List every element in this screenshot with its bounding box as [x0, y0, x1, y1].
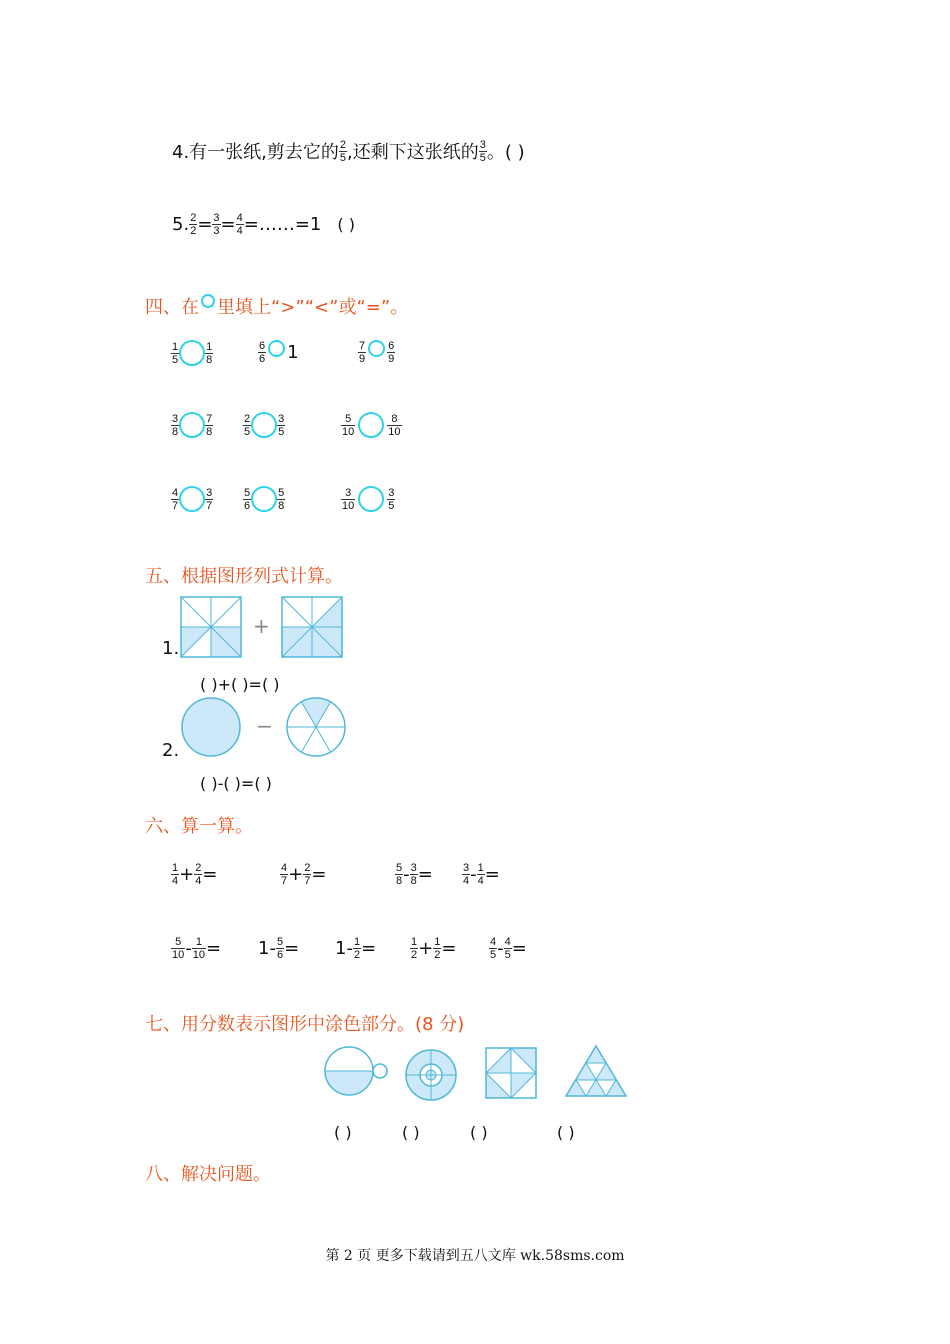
q4-fraction-1: $\frac{2}{5}$ [339, 138, 347, 164]
calc-item: $\frac{4}{5}$ - $\frac{4}{5}$ = [490, 936, 527, 961]
compare-item: $\frac{7}{9}$ $\frac{6}{9}$ [359, 340, 395, 365]
q5-fraction-1: $\frac{2}{2}$ [190, 212, 197, 237]
answer-paren[interactable]: ( ) [402, 1123, 420, 1142]
answer-paren[interactable]: ( ) [470, 1123, 488, 1142]
q5-fraction-2: $\frac{3}{3}$ [213, 212, 220, 237]
q4-mid: ,还剩下这张纸的 [347, 142, 479, 163]
square-shape-2 [281, 596, 343, 658]
compare-item: $\frac{6}{6}$ 1 [259, 340, 299, 365]
triangle-shape [564, 1044, 628, 1098]
compare-circle[interactable] [358, 486, 384, 512]
q5-tail: =……=1 [243, 214, 322, 235]
minus-sign: − [256, 714, 273, 738]
compare-circle[interactable] [251, 486, 277, 512]
item-number-1: 1. [162, 638, 180, 659]
compare-item: $\frac{5}{10}$ $\frac{8}{10}$ [342, 412, 401, 438]
section-4-title [145, 293, 408, 319]
sector-circle-shape [285, 696, 347, 758]
q4-prefix: 4.有一张纸,剪去它的 [172, 142, 339, 163]
plus-sign: + [253, 614, 270, 638]
compare-circle[interactable] [179, 340, 205, 366]
section-8-title: 八、解决问题。 [145, 1164, 271, 1185]
compare-value: 1 [287, 342, 299, 363]
calc-item: $\frac{1}{2}$ + $\frac{1}{2}$ = [411, 936, 457, 961]
question-4 [172, 138, 525, 164]
item-number-2: 2. [162, 740, 180, 761]
full-circle-shape [180, 696, 242, 758]
equals-sign: = [220, 214, 236, 235]
section-4-title-a: 四、在 [145, 297, 199, 318]
equals-sign: = [197, 214, 213, 235]
calc-item: $\frac{5}{10}$ - $\frac{1}{10}$ = [172, 936, 222, 961]
equation-2[interactable]: ( )-( )=( ) [200, 774, 272, 793]
section-6-title: 六、算一算。 [145, 816, 253, 837]
answer-paren[interactable]: ( ) [557, 1123, 575, 1142]
section-4-title-b: 里填上“>”“<”或“=”。 [217, 297, 409, 318]
compare-item: $\frac{3}{10}$ $\frac{3}{5}$ [342, 486, 395, 512]
compare-circle[interactable] [251, 412, 277, 438]
calc-item: $\frac{1}{4}$ + $\frac{2}{4}$ = [172, 862, 218, 887]
compare-circle[interactable] [179, 486, 205, 512]
answer-paren[interactable]: ( ) [334, 1123, 352, 1142]
circle-icon [201, 294, 215, 308]
q5-fraction-3: $\frac{4}{4}$ [236, 212, 243, 237]
q4-fraction-2: $\frac{3}{5}$ [479, 138, 486, 164]
page-footer: 第 2 页 更多下载请到五八文库 wk.58sms.com [325, 1248, 625, 1264]
compare-circle[interactable] [358, 412, 384, 438]
section-5-title: 五、根据图形列式计算。 [145, 566, 343, 587]
section-7-title: 七、用分数表示图形中涂色部分。(8 分) [145, 1014, 465, 1035]
compare-circle[interactable] [179, 412, 205, 438]
answer-paren[interactable]: ( ) [337, 215, 355, 234]
compare-item: $\frac{4}{7}$ $\frac{3}{7}$ [172, 486, 213, 512]
calc-item: $\frac{3}{4}$ - $\frac{1}{4}$ = [463, 862, 500, 887]
calc-item: 1 - $\frac{5}{6}$ = [258, 936, 300, 961]
compare-circle[interactable] [268, 340, 285, 357]
compare-circle[interactable] [368, 340, 385, 357]
question-5 [172, 212, 355, 237]
q5-prefix: 5. [172, 214, 190, 235]
compare-item: $\frac{1}{5}$ $\frac{1}{8}$ [172, 340, 213, 366]
half-circle-shape [323, 1046, 389, 1098]
q4-suffix: 。( ) [486, 142, 525, 163]
compare-item: $\frac{3}{8}$ $\frac{7}{8}$ [172, 412, 213, 438]
compare-item: $\frac{2}{5}$ $\frac{3}{5}$ [244, 412, 285, 438]
diamond-square-shape [484, 1046, 538, 1100]
compare-item: $\frac{5}{6}$ $\frac{5}{8}$ [244, 486, 285, 512]
ring-shape [404, 1048, 458, 1102]
square-shape-1 [180, 596, 242, 658]
calc-item: $\frac{4}{7}$ + $\frac{2}{7}$ = [281, 862, 327, 887]
calc-item: $\frac{5}{8}$ - $\frac{3}{8}$ = [396, 862, 433, 887]
calc-item: 1 - $\frac{1}{2}$ = [335, 936, 377, 961]
equation-1[interactable]: ( )+( )=( ) [200, 675, 280, 694]
